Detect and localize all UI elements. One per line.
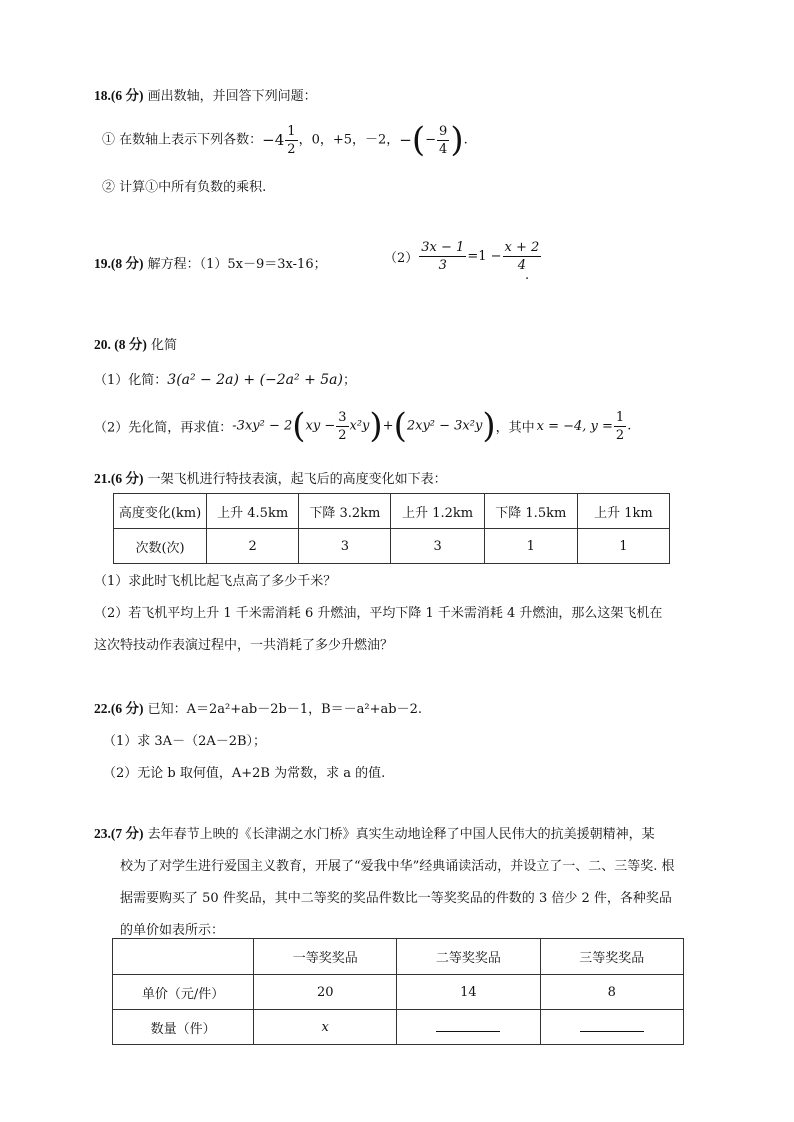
q22-number: 22.(6 分) bbox=[94, 701, 144, 716]
q23-cell: 8 bbox=[540, 975, 683, 1010]
q21-cell: 1 bbox=[484, 529, 577, 564]
q18-minus-inner: − bbox=[425, 132, 437, 148]
q18-neg: − bbox=[399, 131, 412, 149]
q20-part2 bbox=[94, 406, 631, 446]
q18-number: 18.(6 分) bbox=[94, 88, 144, 103]
q23-cell-blank[interactable] bbox=[540, 1010, 683, 1045]
q18-sub2-mark: ② bbox=[102, 180, 116, 195]
q20-rparen1: ) bbox=[369, 406, 383, 446]
q20-where: ，其中 bbox=[495, 420, 535, 436]
q23-cell: 14 bbox=[397, 975, 540, 1010]
q18-rparen: ) bbox=[450, 120, 464, 160]
q18-frac-half: $\frac{1}{2}$ bbox=[287, 123, 296, 157]
q21-cell-header: 次数(次) bbox=[114, 529, 207, 564]
q21-part1: （1）求此时飞机比起飞点高了多少千米？ bbox=[94, 574, 337, 589]
q20-expr-d: + bbox=[382, 418, 394, 434]
q19-part2-label: （2） bbox=[384, 251, 419, 266]
q19-part2 bbox=[384, 239, 542, 274]
q23-cell-label: 数量（件） bbox=[113, 1010, 254, 1045]
q19-end-dot: . bbox=[525, 268, 530, 283]
q20-number: 20. (8 分) bbox=[94, 337, 147, 352]
q20-part1-expr: 3(a² − 2a) + (−2a² + 5a) bbox=[167, 372, 343, 388]
q20-lparen1: ( bbox=[292, 406, 306, 446]
q18-sub2-text: 计算①中所有负数的乘积. bbox=[119, 180, 267, 195]
q22-text: 已知：A＝2a²+ab－2b－1，B＝－a²+ab－2. bbox=[147, 702, 422, 717]
q23-cell-header: 一等奖奖品 bbox=[254, 939, 397, 975]
q21-cell: 上升 4.5km bbox=[207, 494, 299, 529]
q21-text: 一架飞机进行特技表演，起飞后的高度变化如下表： bbox=[147, 472, 447, 487]
q23-table-qty-row bbox=[113, 1010, 684, 1045]
q19-frac-left: $\frac{3x - 1}{3}$ bbox=[421, 240, 465, 273]
q19-frac-right: $\frac{x + 2}{4}$ bbox=[504, 240, 540, 273]
q20-lparen2: ( bbox=[393, 406, 407, 446]
q18-sub1 bbox=[102, 120, 468, 160]
q20-part2-label: （2）先化简，再求值： bbox=[94, 420, 233, 436]
q22-part1: （1）求 3A－（2A－2B）； bbox=[103, 734, 267, 749]
q20-rparen2: ) bbox=[482, 406, 496, 446]
q18-sub2 bbox=[102, 176, 266, 195]
q18-list: ，0，+5，－2， bbox=[298, 132, 400, 148]
q20-frac-half: $\frac{1}{2}$ bbox=[615, 409, 625, 443]
q21-cell: 3 bbox=[391, 529, 484, 564]
q23-cell-label: 单价（元/件） bbox=[113, 975, 254, 1010]
q18-sub1-text: 在数轴上表示下列各数： bbox=[119, 132, 263, 148]
q19-line bbox=[94, 252, 327, 272]
q18-sub1-end: . bbox=[463, 132, 468, 148]
q21-line bbox=[94, 467, 447, 487]
q23-line1 bbox=[94, 822, 655, 842]
q22-part2: （2）无论 b 取何值，A+2B 为常数，求 a 的值. bbox=[103, 766, 386, 781]
q23-table bbox=[112, 938, 684, 1045]
q18-line bbox=[94, 84, 317, 104]
q23-cell-corner bbox=[113, 939, 254, 975]
q20-part1-end: ； bbox=[343, 373, 357, 388]
q21-cell: 下降 1.5km bbox=[484, 494, 577, 529]
q23-text-line2: 校为了对学生进行爱国主义教育，开展了“爱我中华”经典诵读活动，并设立了一、二、三等奖. 根 bbox=[120, 859, 675, 874]
q21-table-row-count bbox=[114, 529, 670, 564]
q18-lparen: ( bbox=[411, 120, 426, 160]
q21-cell: 上升 1.2km bbox=[391, 494, 484, 529]
q18-neg-mixed: −4 bbox=[262, 131, 285, 149]
q20-part1-label: （1）化简： bbox=[94, 373, 168, 388]
q20-part2-end: . bbox=[627, 418, 632, 434]
q20-values: x = −4, y = bbox=[536, 418, 613, 434]
q23-cell-x: x bbox=[254, 1010, 397, 1045]
q20-frac-three-halves: $\frac{3}{2}$ bbox=[338, 409, 347, 443]
fill-blank-line bbox=[436, 1019, 500, 1032]
q20-expr-a: -3xy² − 2 bbox=[232, 418, 293, 434]
q21-cell-header: 高度变化(km) bbox=[114, 494, 207, 529]
q21-part2-line2: 这次特技动作表演过程中，一共消耗了多少升燃油？ bbox=[94, 638, 394, 653]
q23-cell-header: 二等奖奖品 bbox=[397, 939, 540, 975]
q23-text-line1: 去年春节上映的《长津湖之水门桥》真实生动地诠释了中国人民伟大的抗美援朝精神，某 bbox=[147, 827, 655, 842]
q20-expr-c: x²y bbox=[349, 418, 370, 434]
q21-cell: 下降 3.2km bbox=[299, 494, 391, 529]
q23-cell-header: 三等奖奖品 bbox=[540, 939, 683, 975]
q23-cell-blank[interactable] bbox=[397, 1010, 540, 1045]
q18-sub1-mark: ① bbox=[102, 132, 116, 148]
q20-part1 bbox=[94, 369, 356, 388]
q21-cell: 1 bbox=[577, 529, 669, 564]
q19-text: 解方程：（1）5x－9＝3x-16； bbox=[147, 257, 327, 272]
q23-text-line4: 的单价如表所示： bbox=[120, 923, 225, 938]
q20-expr-b: xy − bbox=[305, 418, 336, 434]
q23-table-header-row bbox=[113, 939, 684, 975]
q20-text: 化简 bbox=[151, 338, 178, 353]
q19-number: 19.(8 分) bbox=[94, 256, 144, 271]
fill-blank-line bbox=[580, 1019, 644, 1032]
q21-cell: 3 bbox=[299, 529, 391, 564]
q21-cell: 上升 1km bbox=[577, 494, 669, 529]
q21-cell: 2 bbox=[207, 529, 299, 564]
q18-frac-nine-fourths: $\frac{9}{4}$ bbox=[439, 123, 448, 157]
q20-expr-e: 2xy² − 3x²y bbox=[406, 418, 483, 434]
q20-line bbox=[94, 333, 177, 353]
q21-number: 21.(6 分) bbox=[94, 471, 144, 486]
q19-equals: =1 − bbox=[467, 249, 502, 264]
q21-table bbox=[113, 493, 670, 564]
q23-cell: 20 bbox=[254, 975, 397, 1010]
q23-text-line3: 据需要购买了 50 件奖品，其中二等奖的奖品件数比一等奖奖品的件数的 3 倍少 2 件，各种奖品 bbox=[120, 891, 672, 906]
q21-table-row-height bbox=[114, 494, 670, 529]
q18-text: 画出数轴，并回答下列问题： bbox=[147, 89, 317, 104]
q23-number: 23.(7 分) bbox=[94, 826, 144, 841]
q22-line bbox=[94, 697, 422, 717]
q23-table-price-row bbox=[113, 975, 684, 1010]
q21-part2-line1: （2）若飞机平均上升 1 千米需消耗 6 升燃油，平均下降 1 千米需消耗 4 升燃油，那么这架飞机在 bbox=[94, 606, 663, 621]
